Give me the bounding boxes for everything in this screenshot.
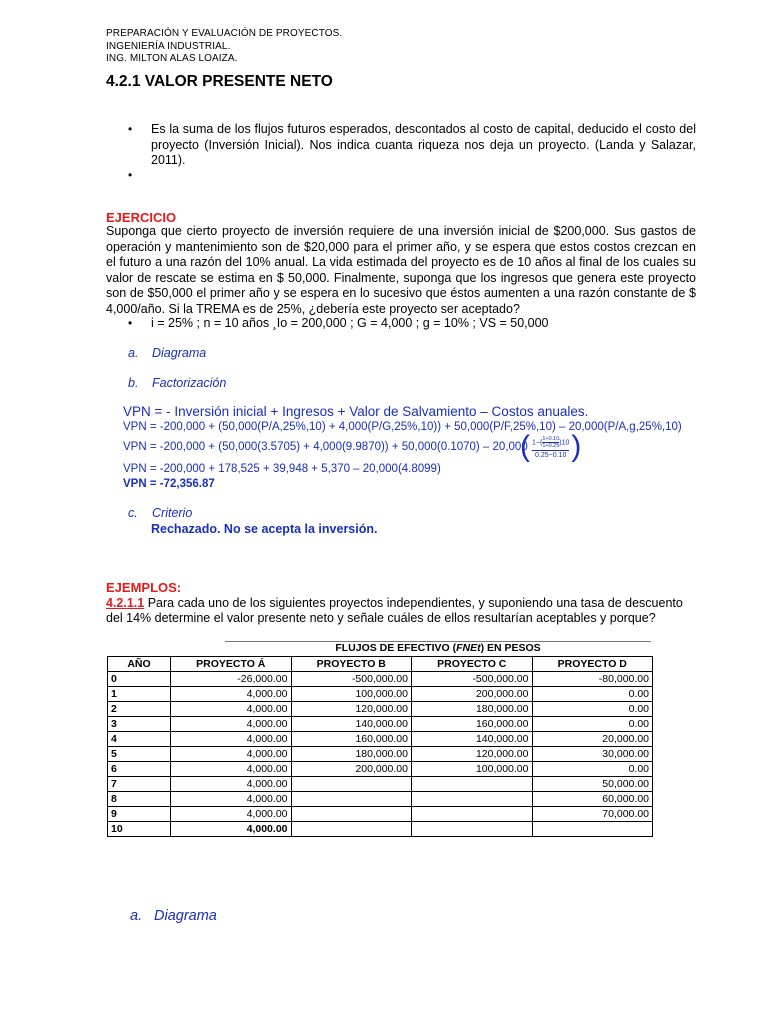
example-text: Para cada uno de los siguientes proyectos independientes, y suponiendo una tasa de descuento del 14% determine el valor presente neto y señale cuáles de ellos resultarían aceptables y porque?	[106, 596, 683, 625]
parameters-text: i = 25% ; n = 10 años ¸Io = 200,000 ; G = 4,000 ; g = 10% ; VS = 50,000	[151, 316, 549, 330]
example-statement	[106, 596, 696, 626]
step-a-label: a.	[128, 346, 139, 360]
table-row: 1 4,000.00 100,000.00 200,000.00 0.00	[108, 687, 653, 702]
criterion-result: Rechazado. No se acepta la inversión.	[151, 522, 378, 536]
step-a-text: Diagrama	[152, 346, 207, 360]
bullet-icon: •	[128, 122, 133, 136]
step-c-label: c.	[128, 506, 138, 520]
open-paren: (	[520, 430, 530, 463]
section-title: 4.2.1 VALOR PRESENTE NETO	[106, 73, 333, 90]
empty-bullet-icon: •	[128, 168, 133, 182]
table-header-row	[108, 657, 653, 672]
fraction-denominator: 0.25−0.10	[535, 451, 567, 459]
step-c-text: Criterio	[152, 506, 193, 520]
table-caption: FLUJOS DE EFECTIVO (FNEt) EN PESOS	[335, 642, 541, 654]
table-row: 7 4,000.00 50,000.00	[108, 777, 653, 792]
examples-heading: EJEMPLOS:	[106, 580, 182, 595]
header-project-c: PROYECTO C	[412, 657, 533, 672]
definition-bullet	[128, 122, 696, 169]
table-row: 9 4,000.00 70,000.00	[108, 807, 653, 822]
header-course: PREPARACIÓN Y EVALUACIÓN DE PROYECTOS.	[106, 28, 343, 39]
vpn-formula-values: VPN = -200,000 + (50,000(3.5705) + 4,000(9.9870)) + 50,000(0.1070) – 20,000	[123, 441, 528, 453]
geometric-gradient-fraction	[520, 432, 581, 462]
document-header	[106, 28, 342, 66]
vpn-formula-general: VPN = - Inversión inicial + Ingresos + Valor de Salvamiento – Costos anuales.	[123, 404, 589, 419]
step-c-criterion	[128, 506, 192, 520]
example-number: 4.2.1.1	[106, 596, 145, 610]
table-row: 5 4,000.00 180,000.00 120,000.00 30,000.00	[108, 747, 653, 762]
table-row: 6 4,000.00 200,000.00 100,000.00 0.00	[108, 762, 653, 777]
header-project-d: PROYECTO D	[532, 657, 653, 672]
definition-text: Es la suma de los flujos futuros esperados, descontados al costo de capital, deducido el costo del proyecto (Inversión Inicial). Nos indica cuanta riqueza nos deja un proyecto. (Landa y Salazar, 2011).	[151, 122, 696, 167]
example-step-a-text: Diagrama	[154, 908, 217, 924]
table-row: 3 4,000.00 140,000.00 160,000.00 0.00	[108, 717, 653, 732]
step-b-label: b.	[128, 376, 139, 390]
bullet-icon: •	[128, 316, 133, 330]
table-row: 10 4,000.00	[108, 822, 653, 837]
header-instructor: ING. MILTON ALAS LOAIZA.	[106, 53, 238, 64]
vpn-formula-partials: VPN = -200,000 + 178,525 + 39,948 + 5,370 – 20,000(4.8099)	[123, 463, 441, 475]
header-project-b: PROYECTO B	[291, 657, 412, 672]
exercise-text: Suponga que cierto proyecto de inversión requiere de una inversión inicial de $200,000. Sus gastos de operación y mantenimiento son de $20,000 para el primer año, y se espera que estos costos crezcan en el futuro a una razón del 10% anual. La vida estimada del proyecto es de 10 años al final de los cuales su valor de rescate se estima en $ 50,000. Finalmente, suponga que los ingresos que genera este proyecto son de $50,000 el primer año y se espera en lo sucesivo que éstos aumenten a una razón constante de $ 4,000/año. Si la TREMA es de 25%, ¿debería este proyecto ser aceptado?	[106, 224, 696, 316]
step-b-factorization	[128, 376, 226, 390]
parameters-bullet	[128, 316, 549, 330]
example-step-a-diagram	[130, 908, 217, 924]
fraction-numerator-prefix: 1−(	[532, 438, 543, 446]
table-row: 2 4,000.00 120,000.00 180,000.00 0.00	[108, 702, 653, 717]
inner-numerator: 1+0.10	[542, 435, 560, 442]
cash-flow-table	[107, 656, 653, 837]
vpn-result: VPN = -72,356.87	[123, 478, 215, 490]
step-b-text: Factorización	[152, 376, 227, 390]
header-program: INGENIERÍA INDUSTRIAL.	[106, 40, 231, 52]
inner-denominator: 1+0.25	[542, 442, 560, 449]
header-project-a: PROYECTO Á	[171, 657, 292, 672]
table-row: 4 4,000.00 160,000.00 140,000.00 20,000.00	[108, 732, 653, 747]
table-row: 8 4,000.00 60,000.00	[108, 792, 653, 807]
close-paren: )	[571, 430, 582, 463]
step-a-diagram	[128, 346, 206, 360]
example-step-a-label: a.	[130, 908, 143, 924]
exercise-heading: EJERCICIO	[106, 210, 177, 225]
header-year: AÑO	[108, 657, 171, 672]
fraction-numerator-suffix: )10	[559, 438, 570, 446]
table-row: 0 -26,000.00 -500,000.00 -500,000.00 -80,000.00	[108, 672, 653, 687]
vpn-formula-factors: VPN = -200,000 + (50,000(P/A,25%,10) + 4,000(P/G,25%,10)) + 50,000(P/F,25%,10) – 20,000(P/A,g,25%,10)	[123, 421, 682, 433]
